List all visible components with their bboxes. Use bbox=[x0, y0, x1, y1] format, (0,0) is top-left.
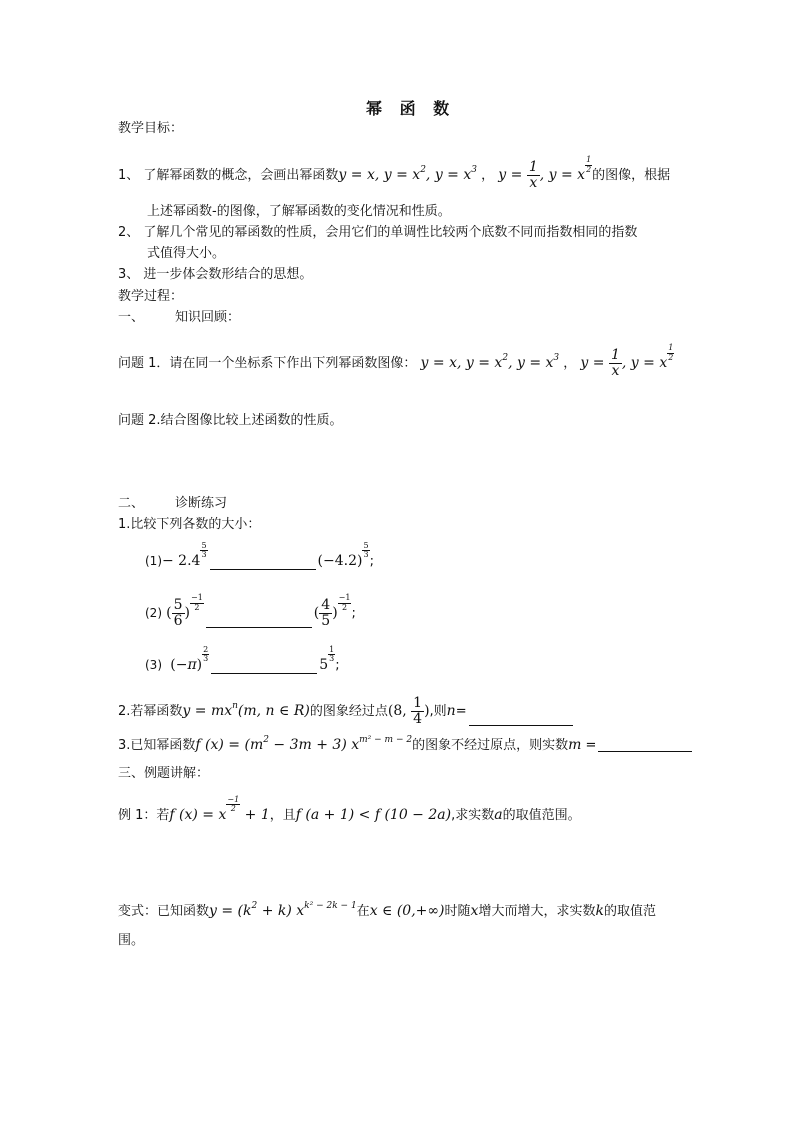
variant-continuation: 围。 bbox=[118, 933, 145, 948]
goal-1-formula-a: y = x, $y = x^2$, $y = x^3$ bbox=[338, 165, 477, 184]
practice-3-formula: f $(x) = (m^2 - 3m + 3)$ $x^{m^2 - m - 2}$ bbox=[195, 735, 413, 753]
goal-2-line-1: 2、 了解几个常见的幂函数的性质，会用它们的单调性比较两个底数不同而指数相同的指数 bbox=[118, 225, 638, 240]
question-2: 问题 2.结合图像比较上述函数的性质。 bbox=[118, 413, 343, 428]
question-1-formula-b: y = $\frac{1}{x}$ , y = x $\frac{1}{2}$ bbox=[580, 343, 674, 379]
question-1-prefix: 问题 1．请在同一个坐标系下作出下列幂函数图像： bbox=[118, 356, 417, 372]
variant-interval: x ∈ (0,+∞) bbox=[369, 903, 445, 919]
variant: 变式：已知函数$y = (k^2 + k)$ $x^{k^2 - 2k - 1}$在x ∈ (0,+∞)时随x增大而增大，求实数k的取值范 bbox=[118, 901, 656, 919]
practice-2-mid: 的图象经过点 bbox=[309, 704, 388, 720]
practice-1-item-3-label: (3) bbox=[145, 657, 162, 672]
practice-1-item-3: (3) (−π) $\frac{2}{3}$ 5 $\frac{1}{3}$ ; bbox=[145, 645, 340, 673]
section-2-number: 二、 bbox=[118, 496, 145, 511]
practice-2-prefix: 2.若幂函数 bbox=[118, 704, 183, 720]
practice-1-item-1: (1)− 2.4 $\frac{5}{3}$ (−4.2) $\frac{5}{3}$ ; bbox=[145, 541, 374, 569]
practice-3-prefix: 3.已知幂函数 bbox=[118, 738, 196, 753]
goal-1-formula-b: y = $\frac{1}{x}$ , y = x $\frac{1}{2}$ bbox=[498, 155, 592, 191]
goal-1-continuation: 上述幂函数-的图像，了解幂函数的变化情况和性质。 bbox=[147, 204, 451, 219]
question-1-formula-a: y = x, $y = x^2$, $y = x^3$ bbox=[420, 353, 560, 372]
practice-1-item-1-right: (−4.2) $\frac{5}{3}$ bbox=[317, 541, 369, 569]
practice-3-blank[interactable] bbox=[598, 739, 692, 752]
practice-1-item-2-left: ( $\frac{5}{6}$ ) $\frac{-1}{2}$ bbox=[166, 593, 203, 629]
variant-mid-2: 时随 bbox=[444, 904, 471, 919]
practice-1-item-2-right: ( $\frac{4}{5}$ ) $\frac{-1}{2}$ bbox=[313, 593, 351, 629]
goal-1-prefix: 1、 了解幂函数的概念，会画出幂函数 bbox=[118, 168, 339, 184]
practice-3-mid: 的图象不经过原点，则实数 bbox=[412, 738, 569, 753]
practice-1-item-1-label: (1) bbox=[145, 553, 162, 568]
section-1-number: 一、 bbox=[118, 310, 145, 325]
process-heading: 教学过程： bbox=[118, 289, 184, 304]
example-1-prefix: 例 1：若 bbox=[118, 807, 170, 823]
practice-2-blank[interactable] bbox=[469, 713, 573, 726]
practice-3-equals: = bbox=[581, 738, 597, 753]
example-1-mid: ，且 bbox=[269, 807, 296, 823]
goal-2-line-2: 式值得大小。 bbox=[147, 246, 226, 261]
example-1: 例 1：若f (x) = x $\frac{-1}{2}$ + 1，且f (a + 1) < f (10 − 2a),求实数a的取值范围。 bbox=[118, 795, 581, 823]
example-1-end: 的取值范围。 bbox=[502, 807, 581, 823]
practice-2-formula: $y = mx^n(m$, n ∈ R) bbox=[182, 701, 310, 720]
example-1-condition: f (a + 1) < f (10 − 2a) bbox=[295, 806, 452, 823]
goal-1: 1、 了解幂函数的概念，会画出幂函数y = x, $y = x^2$, $y = x^3$ ， y = $\frac{1}{x}$ , y = x $\frac{1}{2}$ 的图像，根据 bbox=[118, 155, 671, 191]
practice-1-item-2-blank[interactable] bbox=[206, 615, 312, 628]
variant-mid-1: 在 bbox=[356, 904, 370, 919]
practice-1-item-3-blank[interactable] bbox=[211, 661, 317, 674]
practice-1-item-3-left: (−π) $\frac{2}{3}$ bbox=[170, 645, 209, 673]
goal-1-suffix: 的图像，根据 bbox=[592, 168, 671, 184]
practice-1-item-2-label: (2) bbox=[145, 606, 162, 621]
variant-end: 的取值范 bbox=[603, 904, 656, 919]
variant-mid-3: 增大而增大，求实数 bbox=[478, 904, 596, 919]
question-1: 问题 1．请在同一个坐标系下作出下列幂函数图像： y = x, $y = x^2$, $y = x^3$ ， y = $\frac{1}{x}$ , y = x $\frac{1}{2}$ bbox=[118, 343, 674, 379]
variant-function: $y = (k^2 + k)$ $x^{k^2 - 2k - 1}$ bbox=[209, 901, 357, 919]
practice-2-equals: = bbox=[455, 704, 467, 720]
section-2-label: 诊断练习 bbox=[175, 496, 228, 511]
section-1-label: 知识回顾： bbox=[175, 310, 241, 325]
variant-prefix: 变式：已知函数 bbox=[118, 904, 210, 919]
practice-1-item-1-blank[interactable] bbox=[210, 557, 316, 570]
page-title: 幂 函 数 bbox=[366, 99, 456, 118]
practice-1-item-1-left: − 2.4 $\frac{5}{3}$ bbox=[162, 541, 207, 569]
example-1-suffix: ,求实数 bbox=[451, 807, 495, 823]
goal-3: 3、 进一步体会数形结合的思想。 bbox=[118, 267, 313, 282]
practice-3: 3.已知幂函数f $(x) = (m^2 - 3m + 3)$ $x^{m^2 - m - 2}$的图象不经过原点，则实数m = bbox=[118, 738, 694, 752]
section-3-heading: 三、例题讲解： bbox=[118, 766, 210, 781]
practice-1-heading: 1.比较下列各数的大小： bbox=[118, 517, 261, 532]
practice-1-item-3-right: 5 $\frac{1}{3}$ bbox=[319, 645, 335, 673]
practice-2-point: (8, $\frac{1}{4}$ ) bbox=[387, 695, 430, 727]
practice-2-suffix: ,则 bbox=[429, 704, 447, 720]
goals-heading: 教学目标： bbox=[118, 121, 184, 136]
practice-1-item-2: (2) ( $\frac{5}{6}$ ) $\frac{-1}{2}$ ( $\frac{4}{5}$ ) $\frac{-1}{2}$ ; bbox=[145, 593, 356, 629]
example-1-function: f (x) = x $\frac{-1}{2}$ + 1 bbox=[169, 795, 270, 823]
practice-2: 2.若幂函数$y = mx^n(m$, n ∈ R)的图象经过点(8, $\frac{1}{4}$ ),则n= bbox=[118, 696, 575, 726]
